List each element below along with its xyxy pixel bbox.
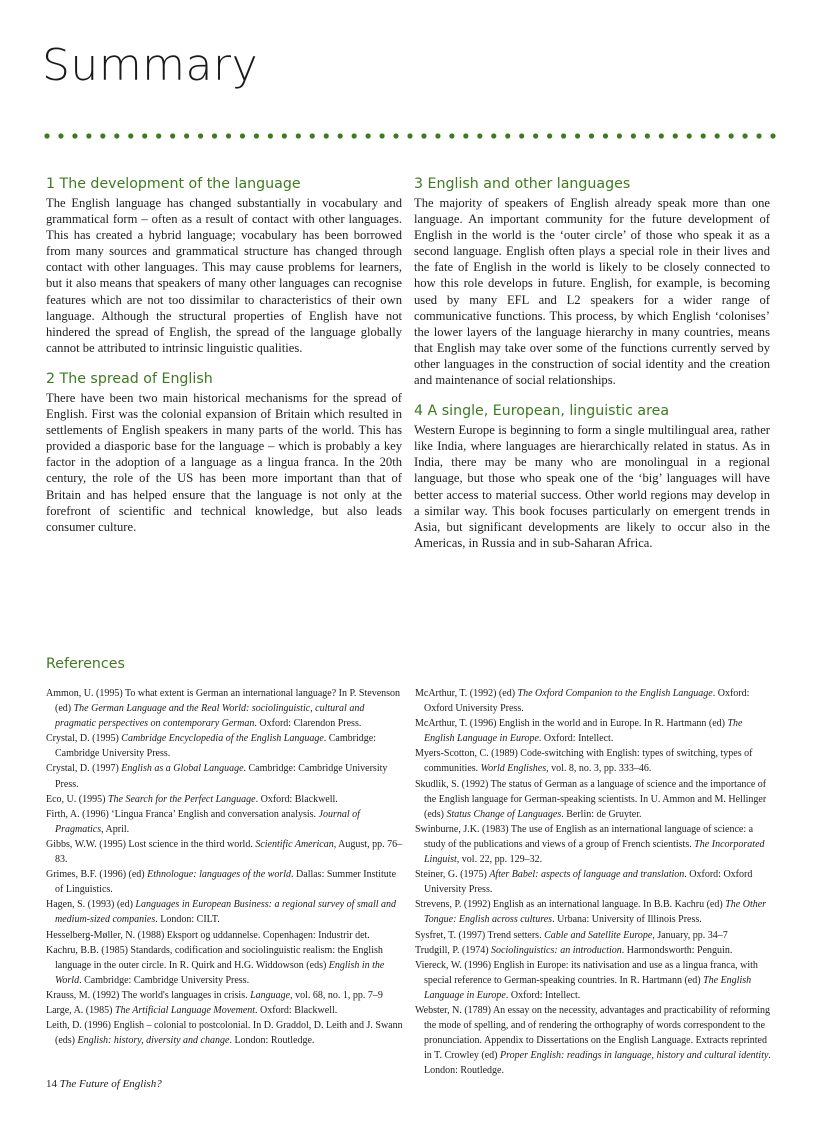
reference-text: McArthur, T. (1992) (ed)	[415, 688, 518, 699]
divider-dot	[449, 133, 454, 138]
divider-dot	[421, 133, 426, 138]
divider-dot	[296, 133, 301, 138]
page-title: Summary	[42, 40, 259, 91]
reference-text: . London: Routledge.	[229, 1035, 315, 1047]
reference-text: . Oxford: Clarendon Press.	[254, 718, 362, 730]
reference-text: , vol. 8, no. 3, pp. 333–46.	[546, 763, 652, 775]
divider-dot	[477, 133, 482, 138]
divider-dot	[100, 133, 105, 138]
reference-text: Gibbs, W.W. (1995) Lost science in the third world.	[46, 838, 256, 850]
divider-dot	[617, 133, 622, 138]
reference-title: Scientific American	[255, 838, 334, 850]
left-column	[46, 174, 402, 548]
divider-dot	[519, 133, 524, 138]
divider-dot	[729, 133, 734, 138]
divider-dot	[198, 133, 203, 138]
section-heading: 1 The development of the language	[46, 176, 301, 192]
reference-text: Grimes, B.F. (1996) (ed)	[46, 869, 148, 881]
divider-dot	[114, 133, 119, 138]
reference-text: . Urbana: University of Illinois Press.	[552, 914, 702, 926]
reference-title: Cable and Satellite Europe	[544, 929, 653, 941]
section-text: The majority of speakers of English already speak more than one language. An important community for the future development of English in the world is the ‘outer circle’ of those who speak it as a second language. English often plays a special role in their lives and the fate of English in the world is likely to be closely connected to how this role develops in future. English, for example, is becoming used by many EFL and L2 speakers for a wider range of communicative functions. This process, by which English ‘colonises’ the lower layers of the language hierarchy in many countries, means that English may take over some of the functions currently served by other languages in the construction of social identity and the creation and maintenance of social relationships.	[414, 196, 770, 388]
divider-dot	[756, 133, 761, 138]
references-right-column	[415, 686, 775, 1078]
divider-dot	[407, 133, 412, 138]
reference-entry	[46, 988, 406, 1003]
reference-text: Viereck, W. (1996) English in Europe: its nativisation and use as a lingua franca, with special reference to German-speaking countries. In R. Hartmann (ed)	[415, 959, 758, 986]
divider-dot	[72, 133, 77, 138]
reference-text: , vol. 22, pp. 129–32.	[456, 854, 543, 866]
section-heading: 3 English and other languages	[414, 176, 631, 192]
reference-text: . Cambridge: Cambridge University Press.	[55, 763, 388, 790]
reference-entry	[46, 686, 406, 731]
reference-entry	[46, 1018, 406, 1048]
divider-dot	[44, 133, 49, 138]
divider-dot	[742, 133, 747, 138]
reference-entry	[415, 716, 775, 746]
reference-title: Languages in European Business: a regional survey of small and medium-sized companies	[55, 899, 397, 926]
reference-title: The German Language and the Real World: sociolinguistic, cultural and pragmatic perspectives on contemporary German	[55, 703, 365, 730]
reference-title: World Englishes	[480, 763, 547, 775]
reference-text: . Oxford: Intellect.	[538, 733, 614, 745]
reference-title: English in the World	[55, 959, 385, 986]
divider-dot	[366, 133, 371, 138]
reference-title: Sociolinguistics: an introduction	[491, 944, 622, 956]
divider-dot	[701, 133, 706, 138]
book-title: The Future of English?	[59, 1078, 162, 1090]
reference-text: Eco, U. (1995)	[46, 793, 108, 805]
divider-dot	[310, 133, 315, 138]
reference-text: . Harmondsworth: Penguin.	[621, 944, 733, 956]
reference-text: . Oxford: Blackwell.	[255, 793, 338, 805]
reference-text: Leith, D. (1996) English – colonial to postcolonial. In D. Graddol, D. Leith and J. Swann (eds)	[46, 1020, 403, 1047]
divider-dot	[379, 133, 384, 138]
reference-text: Myers-Scotton, C. (1989) Code-switching with English: types of switching, types of communities.	[415, 748, 753, 775]
reference-entry	[46, 897, 406, 927]
reference-entry	[46, 943, 406, 988]
reference-text: Krauss, M. (1992) The world's languages in crisis.	[46, 989, 251, 1001]
reference-text: Crystal, D. (1995)	[46, 733, 122, 745]
divider-dot	[673, 133, 678, 138]
reference-text: . Oxford: Intellect.	[505, 989, 581, 1001]
reference-text: , vol. 68, no. 1, pp. 7–9	[290, 989, 383, 1001]
divider-dot	[589, 133, 594, 138]
divider-dot	[770, 133, 775, 138]
reference-text: Ammon, U. (1995) To what extent is German an international language? In P. Stevenson (ed)	[46, 688, 401, 715]
divider-dot	[659, 133, 664, 138]
divider-dot	[268, 133, 273, 138]
reference-title: The English Language in Europe	[424, 974, 752, 1001]
divider-dot	[324, 133, 329, 138]
divider-dot	[561, 133, 566, 138]
reference-text: . Cambridge: Cambridge University Press.	[79, 974, 250, 986]
divider-dot	[575, 133, 580, 138]
reference-entry	[415, 746, 775, 776]
reference-entry	[415, 897, 775, 927]
reference-text: Swinburne, J.K. (1983) The use of English as an international language of science: a study of the publications and views of a group of French scientists.	[415, 823, 754, 850]
reference-entry	[415, 686, 775, 716]
references-left-column	[46, 686, 406, 1048]
divider-dot	[170, 133, 175, 138]
divider-dot	[240, 133, 245, 138]
divider-dot	[687, 133, 692, 138]
section-heading: 2 The spread of English	[46, 370, 213, 387]
section-text: Western Europe is beginning to form a single multilingual area, rather like India, where languages are hierarchically related in status. As in India, there may be many who are monolingual in a regional language, but those who speak one of the ‘big’ languages will have better access to material success. Other world regions may develop in a similar way. This book focuses particularly on emergent trends in Asia, but significant developments are likely to occur also in the Americas, in Russia and in sub-Saharan Africa.	[414, 423, 770, 550]
reference-text: . Oxford: Oxford University Press.	[424, 688, 750, 715]
divider-dot	[547, 133, 552, 138]
reference-title: Journal of Pragmatics	[55, 808, 360, 835]
reference-text: . Dallas: Summer Institute of Linguistics.	[55, 869, 397, 896]
reference-entry	[415, 822, 775, 867]
reference-entry	[46, 837, 406, 867]
divider-dot	[338, 133, 343, 138]
divider-dot	[631, 133, 636, 138]
divider-dot	[254, 133, 259, 138]
reference-entry	[46, 1003, 406, 1018]
reference-entry	[46, 761, 406, 791]
reference-title: The Artificial Language Movement	[114, 1004, 256, 1016]
divider-dot	[142, 133, 147, 138]
reference-text: , August, pp. 76–83.	[55, 838, 403, 866]
reference-entry	[415, 777, 775, 822]
reference-text: . Cambridge: Cambridge University Press.	[55, 733, 376, 760]
reference-text: . London: CILT.	[155, 914, 220, 926]
section-text: There have been two main historical mechanisms for the spread of English. First was the colonial expansion of Britain which resulted in settlements of English speakers in many parts of the world. This has provided a diasporic base for the language – which is probably a key factor in the adoption of a language as a lingua franca. In the 20th century, the role of the US has been more important than that of Britain and has helped ensure that the language is not only at the forefront of scientific and technical knowledge, but also leads consumer culture.	[46, 390, 402, 534]
divider-dot	[352, 133, 357, 138]
divider-dot	[58, 133, 63, 138]
reference-entry	[415, 928, 775, 943]
reference-text: , April.	[101, 823, 130, 835]
reference-text: Crystal, D. (1997)	[46, 763, 122, 775]
divider-dot	[715, 133, 720, 138]
reference-entry	[46, 731, 406, 761]
right-column	[414, 174, 770, 564]
divider-dot	[86, 133, 91, 138]
reference-text: Trudgill, P. (1974)	[415, 944, 492, 956]
reference-text: Hesselberg-Møller, N. (1988) Eksport og uddannelse. Copenhagen: Industrir det.	[46, 929, 370, 941]
reference-text: Sysfret, T. (1997) Trend setters.	[415, 929, 545, 941]
divider-dot	[491, 133, 496, 138]
divider-dot	[435, 133, 440, 138]
divider-dot	[463, 133, 468, 138]
reference-entry	[46, 807, 406, 837]
reference-title: The Incorporated Linguist	[424, 838, 765, 866]
reference-entry	[415, 1003, 775, 1078]
reference-entry	[415, 958, 775, 1003]
reference-text: Large, A. (1985)	[46, 1004, 115, 1016]
divider-dot	[226, 133, 231, 138]
reference-text: McArthur, T. (1996) English in the world and in Europe. In R. Hartmann (ed)	[415, 718, 728, 730]
reference-text: Webster, N. (1789) An essay on the necessity, advantages and practicability of reforming the mode of spelling, and of rendering the orthography of words correspondent to the pronunciation. Appendix to Dissertations on the English Language. Extracts reprinted in T. Crowley (ed)	[415, 1004, 770, 1062]
divider-dot	[282, 133, 287, 138]
reference-title: Status Change of Languages	[446, 808, 562, 820]
divider-dot	[533, 133, 538, 138]
divider-dot	[393, 133, 398, 138]
divider-dot	[184, 133, 189, 138]
reference-title: English: history, diversity and change	[77, 1035, 230, 1047]
reference-title: Cambridge Encyclopedia of the English Language	[121, 733, 324, 745]
reference-text: Hagen, S. (1993) (ed)	[46, 899, 136, 911]
page-number: 14	[46, 1078, 57, 1090]
reference-text: . London: Routledge.	[424, 1050, 771, 1077]
reference-title: The Oxford Companion to the English Language	[517, 688, 713, 699]
reference-text: Strevens, P. (1992) English as an international language. In B.B. Kachru (ed)	[415, 899, 726, 911]
reference-text: . Oxford: Blackwell.	[255, 1004, 338, 1016]
reference-title: The English Language in Europe	[424, 718, 743, 745]
reference-entry	[415, 943, 775, 958]
reference-title: English as a Global Language	[121, 763, 244, 775]
reference-text: . Berlin: de Gruyter.	[561, 808, 642, 820]
divider-dot	[128, 133, 133, 138]
reference-text: Kachru, B.B. (1985) Standards, codification and sociolinguistic realism: the English language in the outer circle. In R. Quirk and H.G. Widdowson (eds)	[46, 944, 383, 971]
divider-dot	[603, 133, 608, 138]
reference-entry	[46, 867, 406, 897]
reference-text: , January, pp. 34–7	[652, 929, 728, 941]
divider-dot	[505, 133, 510, 138]
reference-title: The Other Tongue: English across cultures	[424, 899, 767, 926]
page-footer	[46, 1078, 162, 1090]
section-text: The English language has changed substantially in vocabulary and grammatical form – often as a result of contact with other languages. This has created a hybrid language; vocabulary has been borrowed from many sources and grammatical structure has changed through contact with other languages. This may cause problems for learners, but it also means that speakers of many other languages can recognise features which are not too dissimilar to characteristics of their own language. Although the structural properties of English have not hindered the spread of English, the spread of the language globally cannot be attributed to intrinsic linguistic qualities.	[46, 196, 402, 355]
section-heading: 4 A single, European, linguistic area	[414, 403, 670, 420]
divider-dot	[212, 133, 217, 138]
divider-dot	[156, 133, 161, 138]
reference-entry	[415, 867, 775, 897]
references-heading: References	[46, 656, 125, 672]
reference-title: Language	[250, 989, 291, 1001]
reference-text: Skudlik, S. (1992) The status of German as a language of science and the importance of the English language for German-speaking scientists. In U. Ammon and M. Hellinger (eds)	[415, 778, 767, 820]
reference-text: . Oxford: Oxford University Press.	[424, 869, 753, 896]
dotted-divider	[44, 132, 776, 140]
reference-entry	[46, 928, 406, 943]
reference-title: Ethnologue: languages of the world	[147, 869, 292, 881]
reference-text: Steiner, G. (1975)	[415, 869, 490, 881]
divider-dot	[645, 133, 650, 138]
reference-text: Firth, A. (1996) ‘Lingua Franca’ English and conversation analysis.	[46, 808, 319, 820]
reference-title: Proper English: readings in language, history and cultural identity	[500, 1050, 769, 1062]
reference-title: The Search for the Perfect Language	[107, 793, 256, 805]
reference-title: After Babel: aspects of language and translation	[489, 869, 685, 881]
reference-entry	[46, 792, 406, 807]
